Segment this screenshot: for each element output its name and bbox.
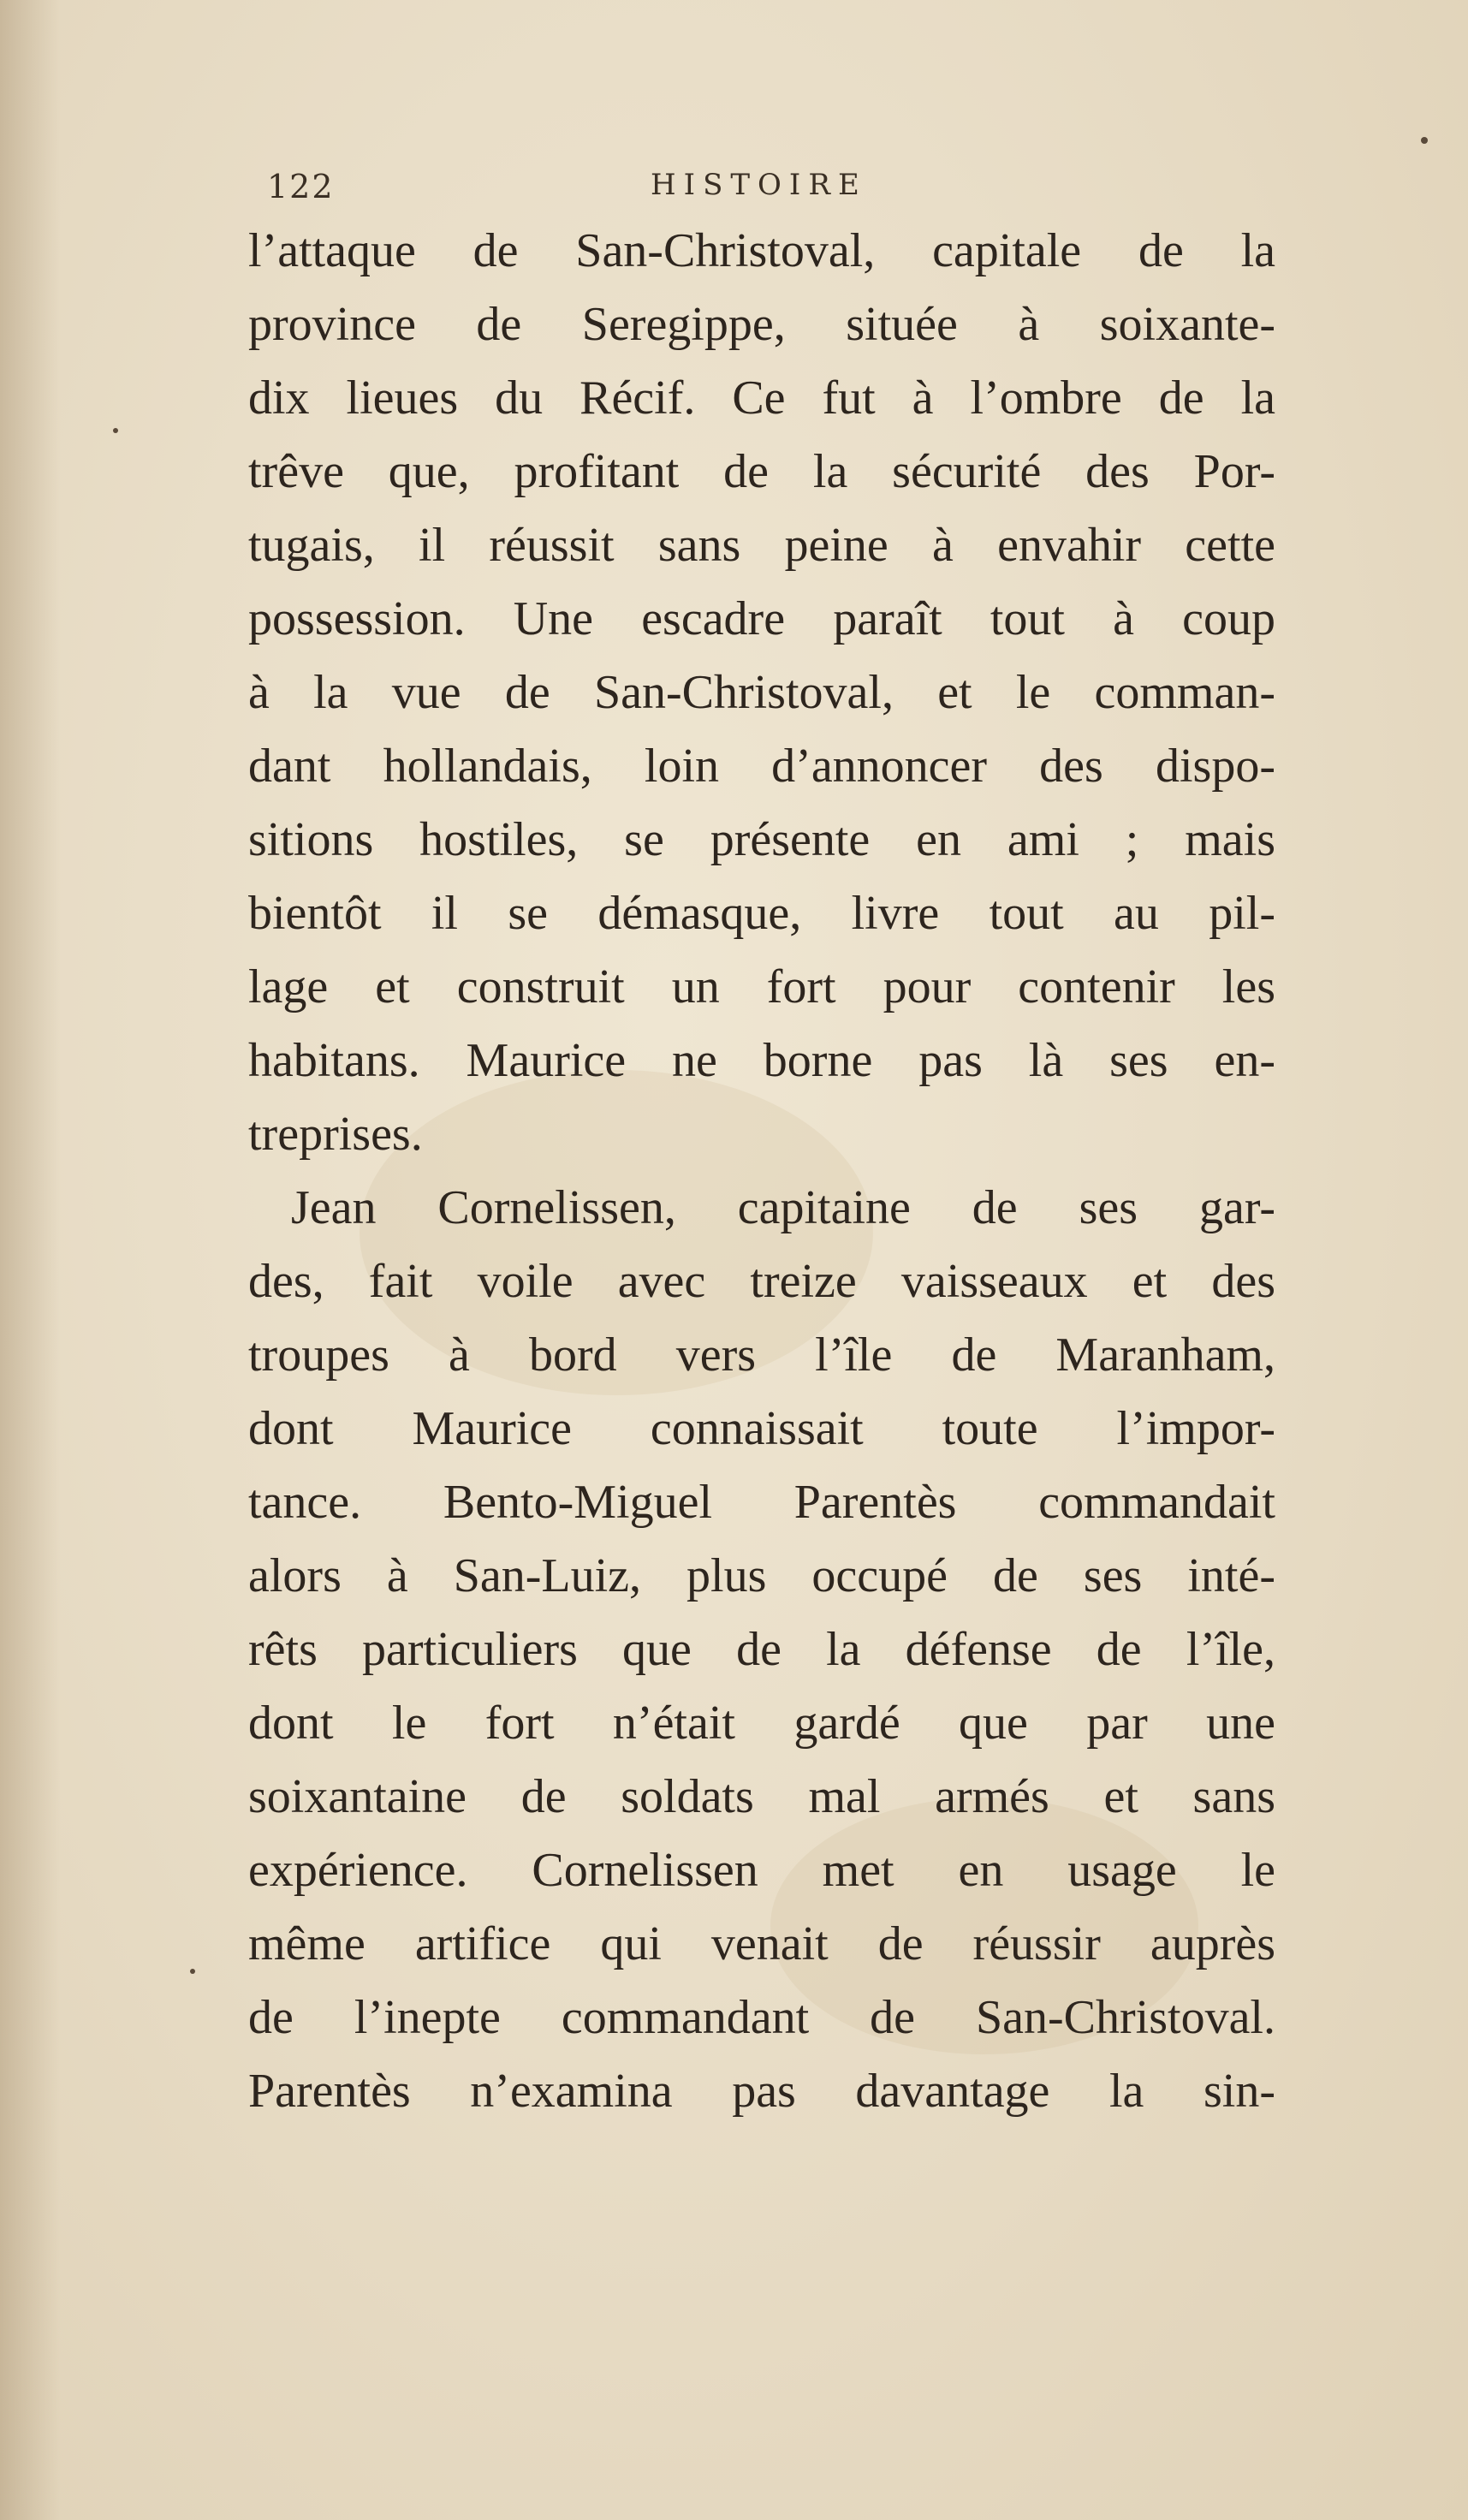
text-line: tance. Bento-Miguel Parentès commandait	[248, 1476, 1275, 1529]
text-line: bientôt il se démasque, livre tout au pil-	[248, 887, 1275, 940]
page-edge-shadow	[0, 0, 60, 2520]
text-line: lage et construit un fort pour contenir les	[248, 960, 1275, 1013]
running-title: HISTOIRE	[651, 168, 867, 202]
paragraph-start-line: Jean Cornelissen, capitaine de ses gar-	[291, 1181, 1275, 1234]
text-line: même artifice qui venait de réussir auprès	[248, 1917, 1275, 1970]
text-line: dont le fort n’était gardé que par une	[248, 1697, 1275, 1750]
text-line: expérience. Cornelissen met en usage le	[248, 1844, 1275, 1897]
text-line: soixantaine de soldats mal armés et sans	[248, 1770, 1275, 1823]
text-line: alors à San-Luiz, plus occupé de ses inté-	[248, 1549, 1275, 1602]
text-line: habitans. Maurice ne borne pas là ses en-	[248, 1034, 1275, 1087]
running-head	[0, 163, 1468, 214]
paragraph-end-line: treprises.	[248, 1108, 423, 1161]
text-line: tugais, il réussit sans peine à envahir cette	[248, 519, 1275, 572]
text-line: possession. Une escadre paraît tout à coup	[248, 592, 1275, 645]
text-line: province de Seregippe, située à soixante-	[248, 298, 1275, 351]
text-line: Parentès n’examina pas davantage la sin-	[248, 2065, 1275, 2118]
text-line: à la vue de San-Christoval, et le comman-	[248, 666, 1275, 719]
paper-speck	[1421, 137, 1428, 144]
text-line: dix lieues du Récif. Ce fut à l’ombre de la	[248, 371, 1275, 425]
text-line: rêts particuliers que de la défense de l’île,	[248, 1623, 1275, 1676]
text-line: trêve que, profitant de la sécurité des Por-	[248, 445, 1275, 498]
text-line: dant hollandais, loin d’annoncer des dispo-	[248, 740, 1275, 793]
text-line: l’attaque de San-Christoval, capitale de la	[248, 224, 1275, 277]
text-line: dont Maurice connaissait toute l’impor-	[248, 1402, 1275, 1455]
page-number: 122	[267, 168, 335, 205]
text-line: des, fait voile avec treize vaisseaux et des	[248, 1255, 1275, 1308]
paper-speck	[113, 428, 118, 433]
text-line: sitions hostiles, se présente en ami ; mais	[248, 813, 1275, 866]
body-text	[248, 214, 1275, 2128]
paper-speck	[190, 1969, 195, 1974]
text-line: de l’inepte commandant de San-Christoval.	[248, 1991, 1275, 2044]
text-line: troupes à bord vers l’île de Maranham,	[248, 1328, 1275, 1382]
